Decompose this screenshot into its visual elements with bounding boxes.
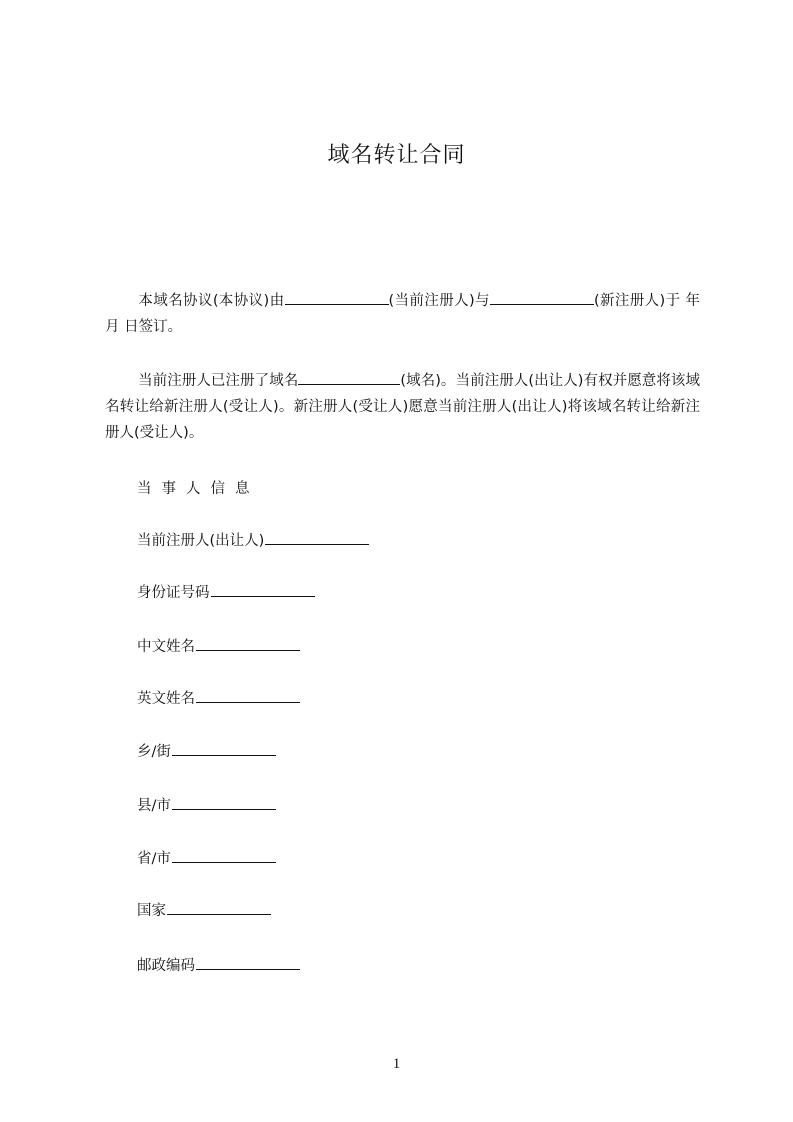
field-label: 中文姓名 xyxy=(137,639,195,655)
field-blank xyxy=(167,900,271,915)
field-label: 邮政编码 xyxy=(137,958,195,974)
field-blank xyxy=(211,582,315,597)
field-label: 当前注册人(出让人) xyxy=(137,533,265,549)
document-title: 域名转让合同 xyxy=(327,143,466,168)
party-info-heading: 当事人信息 xyxy=(137,481,260,497)
transfer-text-2: (域名)。当前注册人(出让人)有权并愿意将该域名转让给新注册人(受让人)。新注册人(受让人)愿意当前注册人(出让人)将该域名转让给新注册人(受让人)。 xyxy=(105,373,700,441)
field-country xyxy=(137,898,271,924)
field-blank xyxy=(196,955,300,970)
field-id-number xyxy=(137,580,315,606)
field-label: 身份证号码 xyxy=(137,585,210,601)
current-registrant-blank xyxy=(285,290,389,305)
field-blank xyxy=(196,688,300,703)
intro-text-3: (新注册人)于 年 月 日签订。 xyxy=(105,293,700,335)
field-label: 县/市 xyxy=(137,798,171,814)
field-english-name xyxy=(137,686,300,712)
field-transferor xyxy=(137,528,369,554)
new-registrant-blank xyxy=(490,290,594,305)
field-label: 乡/街 xyxy=(137,744,171,760)
field-county-city xyxy=(137,793,276,819)
agreement-intro-paragraph xyxy=(105,288,700,340)
field-blank xyxy=(265,530,369,545)
field-street xyxy=(137,739,276,765)
field-label: 国家 xyxy=(137,903,166,919)
intro-text-1: 本域名协议(本协议)由 xyxy=(138,293,285,309)
transfer-text-1: 当前注册人已注册了域名 xyxy=(138,373,299,389)
intro-text-2: (当前注册人)与 xyxy=(388,293,490,309)
field-province-city xyxy=(137,846,276,872)
field-blank xyxy=(172,795,276,810)
field-label: 英文姓名 xyxy=(137,691,195,707)
field-blank xyxy=(196,636,300,651)
field-label: 省/市 xyxy=(137,851,171,867)
page-number: 1 xyxy=(392,1056,401,1072)
domain-transfer-paragraph xyxy=(105,368,700,446)
domain-name-blank xyxy=(298,370,400,385)
field-chinese-name xyxy=(137,634,300,660)
field-postal-code xyxy=(137,953,300,979)
field-blank xyxy=(172,741,276,756)
field-blank xyxy=(172,848,276,863)
